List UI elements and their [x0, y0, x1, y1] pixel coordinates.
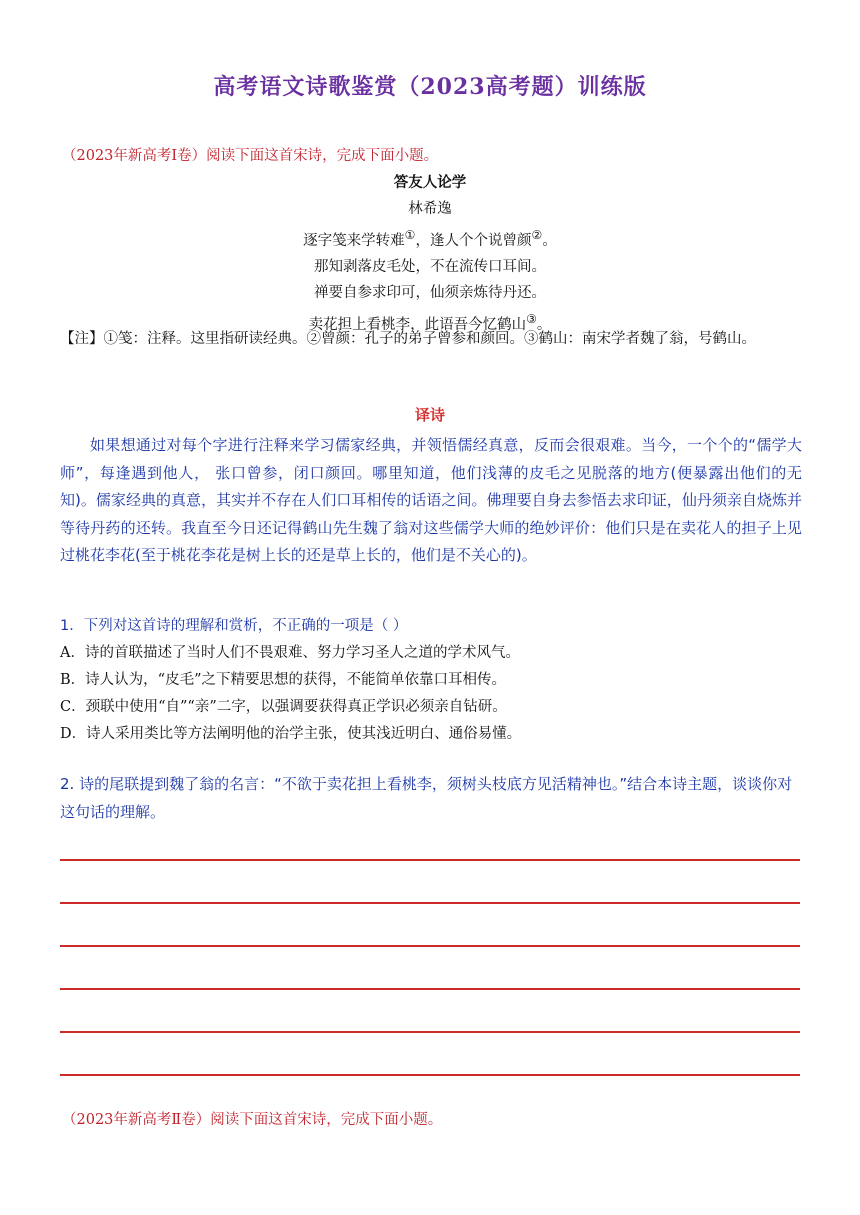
question-source-intro: （2023年新高考Ⅰ卷）阅读下面这首宋诗，完成下面小题。	[62, 148, 439, 164]
poem-line: 卖花担上看桃李，此语吾今忆鹤山③。	[308, 311, 552, 333]
question-1	[60, 612, 802, 748]
option-d: D．诗人采用类比等方法阐明他的治学主张，使其浅近明白、通俗易懂。	[60, 726, 522, 742]
option-c: C．颈联中使用“自”“亲”二字，以强调要获得真正学识必须亲自钻研。	[60, 699, 507, 715]
translation-text: 如果想通过对每个字进行注释来学习儒家经典，并领悟儒经真意，反而会很艰难。当今，一个个的“儒学大师”，每逢遇到他人， 张口曾参，闭口颜回。哪里知道，他们浅薄的皮毛之见脱落的地方(便暴露出他们的无知)。儒家经典的真意，其实并不存在人们口耳相传的话语之间。佛理要自身去参悟去求印证，仙丹须亲自烧炼并等待丹药的还转。我直至今日还记得鹤山先生魏了翁对这些儒学大师的绝妙评价：他们只是在卖花人的担子上见过桃花李花(至于桃花李花是树上长的还是草上长的，他们是不关心的)。	[60, 436, 802, 564]
poem-line: 禅要自参求印可，仙须亲炼待丹还。	[314, 284, 546, 301]
footnote-marker: ②	[531, 228, 543, 242]
answer-line[interactable]	[60, 1074, 800, 1076]
option-b: B．诗人认为，“皮毛”之下精要思想的获得，不能简单依靠口耳相传。	[60, 672, 506, 688]
poem-author: 林希逸	[408, 201, 452, 217]
page-title: 高考语文诗歌鉴赏（2023高考题）训练版	[213, 74, 647, 100]
answer-line[interactable]	[60, 1031, 800, 1033]
poem-notes: 【注】①笺：注释。这里指研读经典。②曾颜：孔子的弟子曾参和颜回。③鹤山：南宋学者魏了翁，号鹤山。	[60, 331, 756, 347]
option-a: A．诗的首联描述了当时人们不畏艰难、努力学习圣人之道的学术风气。	[60, 645, 520, 661]
translation-heading: 译诗	[414, 406, 445, 424]
footnote-marker: ①	[404, 228, 416, 242]
poem-line: 那知剥落皮毛处，不在流传口耳间。	[314, 258, 546, 275]
answer-line[interactable]	[60, 988, 800, 990]
poem	[0, 170, 860, 338]
poem-line: 逐字笺来学转难①，逢人个个说曾颜②。	[303, 228, 557, 249]
answer-line[interactable]	[60, 859, 800, 861]
question-1-stem: 1．下列对这首诗的理解和赏析，不正确的一项是（ ）	[60, 618, 408, 634]
answer-line[interactable]	[60, 945, 800, 947]
answer-line[interactable]	[60, 902, 800, 904]
poem-title: 答友人论学	[393, 174, 467, 191]
question-2: 2. 诗的尾联提到魏了翁的名言：“不欲于卖花担上看桃李，须树头枝底方见活精神也。”结合本诗主题，谈谈你对这句话的理解。	[60, 775, 793, 821]
next-question-source-intro: （2023年新高考Ⅱ卷）阅读下面这首宋诗，完成下面小题。	[62, 1112, 443, 1128]
footnote-marker: ③	[526, 311, 537, 326]
